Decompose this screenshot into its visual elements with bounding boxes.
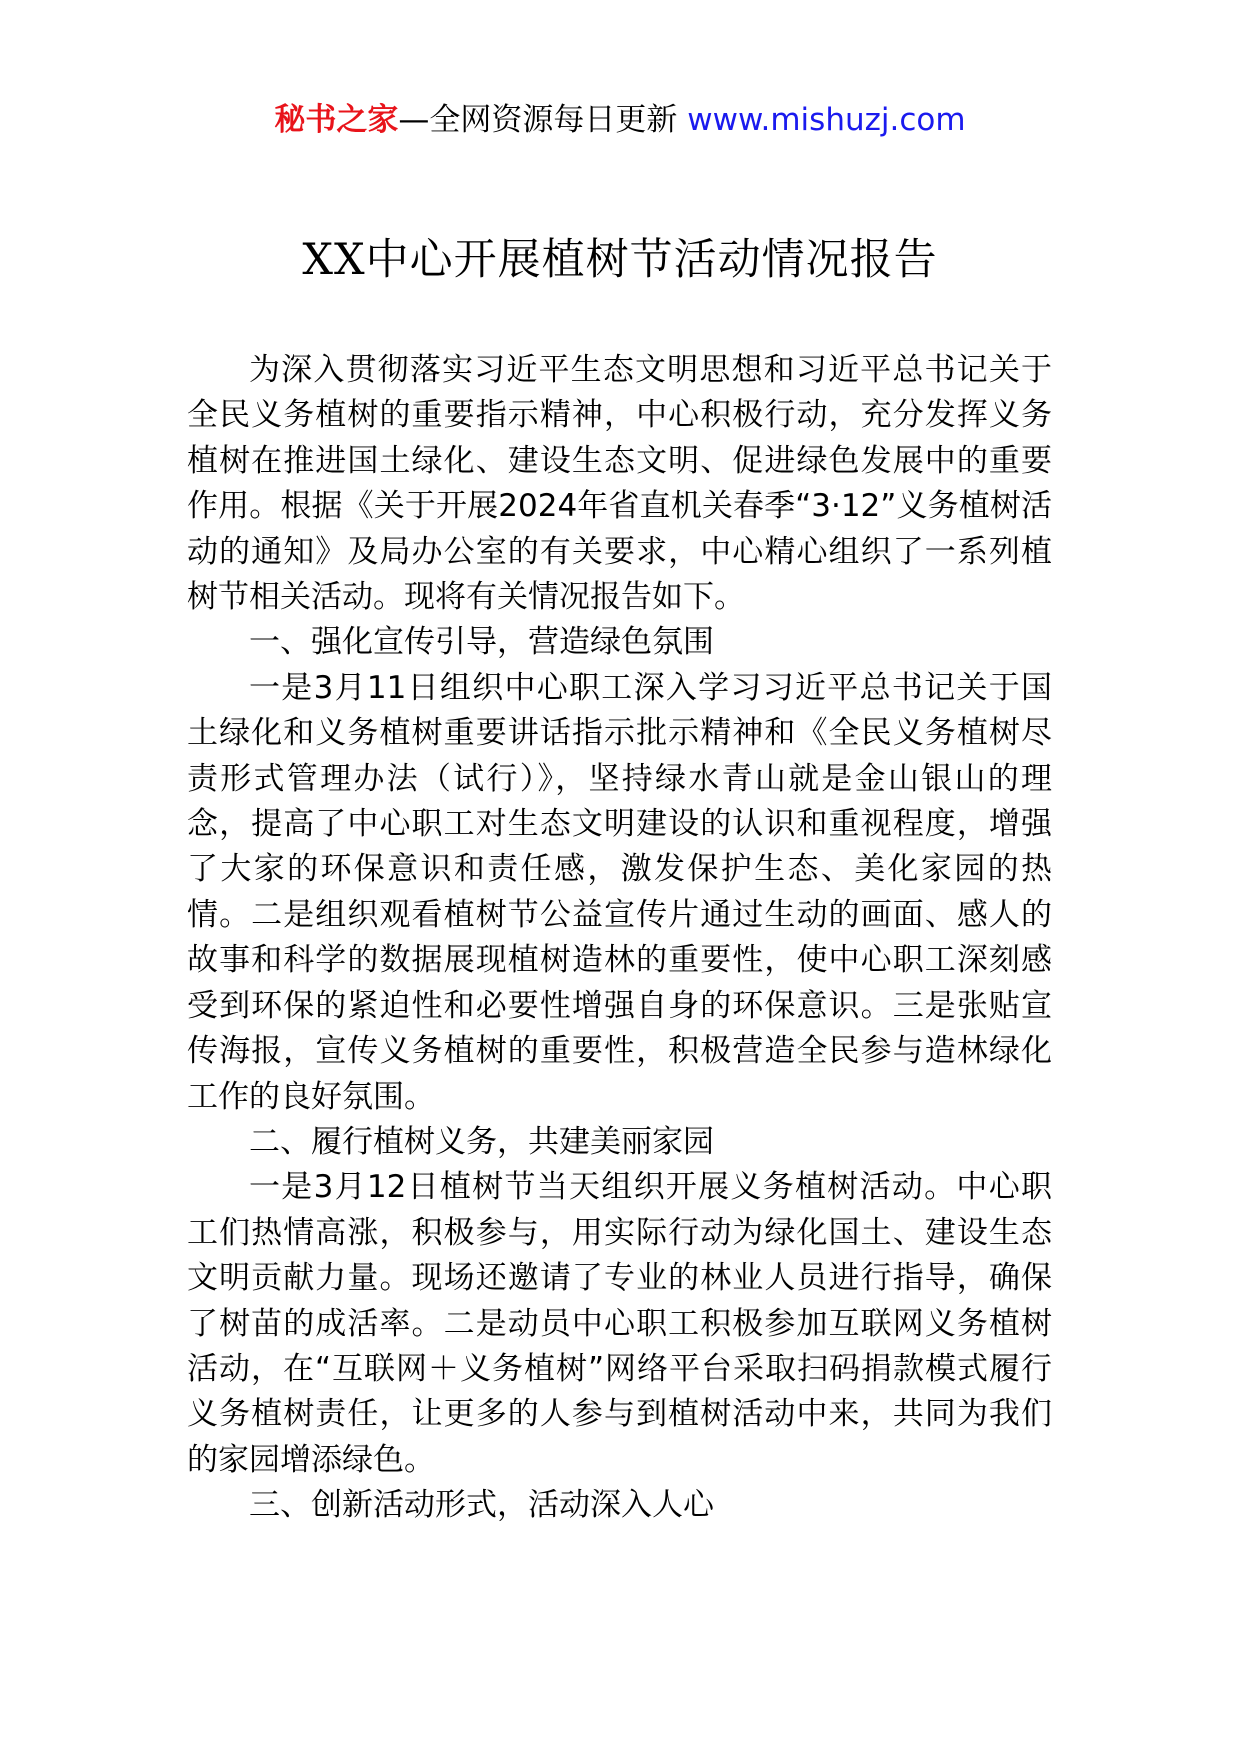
intro-paragraph: 为深入贯彻落实习近平生态文明思想和习近平总书记关于全民义务植树的重要指示精神，中心积极行动，充分发挥义务植树在推进国土绿化、建设生态文明、促进绿色发展中的重要作用。根据《关于开展2024年省直机关春季“3·12”义务植树活动的通知》及局办公室的有关要求，中心精心组织了一系列植树节相关活动。现将有关情况报告如下。 <box>187 352 1052 616</box>
section-paragraph-2: 一是3月12日植树节当天组织开展义务植树活动。中心职工们热情高涨，积极参与，用实际行动为绿化国土、建设生态文明贡献力量。现场还邀请了专业的林业人员进行指导，确保了树苗的成活率。二是动员中心职工积极参加互联网义务植树活动，在“互联网＋义务植树”网络平台采取扫码捐款模式履行义务植树责任，让更多的人参与到植树活动中来，共同为我们的家园增添绿色。 <box>187 1169 1052 1478</box>
section-heading-1: 一、强化宣传引导，营造绿色氛围 <box>249 624 714 661</box>
site-url-link[interactable]: www.mishuzj.com <box>687 102 966 138</box>
section-heading-2: 二、履行植树义务，共建美丽家园 <box>249 1123 714 1160</box>
brand-name: 秘书之家 <box>274 102 399 138</box>
document-body <box>187 348 1052 1529</box>
document-title: XX中心开展植树节活动情况报告 <box>302 235 938 285</box>
section-heading-3: 三、创新活动形式，活动深入人心 <box>249 1487 714 1524</box>
site-header <box>0 100 1240 140</box>
header-slogan: —全网资源每日更新 <box>398 102 678 138</box>
section-paragraph-1: 一是3月11日组织中心职工深入学习习近平总书记关于国土绿化和义务植树重要讲话指示批示精神和《全民义务植树尽责形式管理办法（试行）》，坚持绿水青山就是金山银山的理念，提高了中心职工对生态文明建设的认识和重视程度，增强了大家的环保意识和责任感，激发保护生态、美化家园的热情。二是组织观看植树节公益宣传片通过生动的画面、感人的故事和科学的数据展现植树造林的重要性，使中心职工深刻感受到环保的紧迫性和必要性增强自身的环保意识。三是张贴宣传海报，宣传义务植树的重要性，积极营造全民参与造林绿化工作的良好氛围。 <box>187 669 1052 1115</box>
